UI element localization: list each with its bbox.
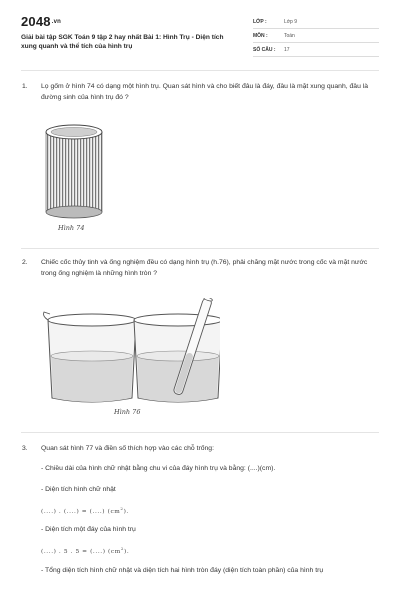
q3-line-2: - Diện tích hình chữ nhật [41, 486, 116, 493]
formula-exponent: 2 [120, 546, 124, 551]
divider-q2 [21, 432, 379, 433]
formula-text: (....) . 5 . 5 = (....) (cm [41, 548, 121, 555]
figure-76-glass-and-tube [40, 298, 220, 408]
meta-class-value: Lớp 9 [284, 19, 298, 25]
q3-line-4: - Tổng diện tích hình chữ nhật và diện tích hai hình tròn đáy (diện tích toàn phần) của hình trụ [41, 567, 324, 574]
q3-formula-2 [41, 546, 129, 555]
formula-end: ). [123, 508, 129, 515]
logo-suffix: .vn [51, 19, 62, 25]
formula-text: (....) . (....) = (....) (cm [41, 508, 121, 515]
meta-subject-label: MÔN : [253, 33, 268, 39]
figure-76-caption: Hình 76 [114, 408, 141, 416]
q3-line-1: - Chiều dài của hình chữ nhật bằng chu vi của đáy hình trụ và bằng: (....)(cm). [41, 465, 276, 472]
meta-class-label: LỚP : [253, 19, 267, 25]
site-logo[interactable] [21, 14, 61, 29]
formula-exponent: 2 [120, 506, 124, 511]
meta-class [253, 16, 379, 29]
q3-formula-1 [41, 506, 129, 515]
meta-count [253, 44, 379, 57]
logo-text: 2048 [21, 14, 51, 29]
divider-q1 [21, 248, 379, 249]
question-text: Chiếc cốc thủy tinh và ống nghiệm đều có dạng hình trụ (h.76), phải chăng mặt nước trong cốc và mặt nước trong ống nghiệm là những hình tròn ? [41, 259, 368, 277]
question-number: 3. [22, 445, 28, 452]
q3-line-3: - Diện tích một đáy của hình trụ [41, 526, 136, 533]
figure-74-vase [44, 122, 104, 222]
figure-74-caption: Hình 74 [58, 224, 85, 232]
question-number: 2. [22, 259, 28, 266]
document-header [0, 0, 400, 66]
meta-count-value: 17 [284, 47, 290, 53]
question-text: Quan sát hình 77 và điền số thích hợp vào các chỗ trống: [41, 445, 214, 452]
document-title: Giải bài tập SGK Toán 9 tập 2 hay nhất Bài 1: Hình Trụ - Diện tích xung quanh và thể tích của hình trụ [21, 34, 224, 50]
meta-subject [253, 30, 379, 43]
meta-subject-value: Toán [284, 33, 295, 39]
header-divider [21, 70, 379, 71]
formula-end: ). [123, 548, 130, 555]
question-text: Lọ gốm ở hình 74 có dạng một hình trụ. Quan sát hình và cho biết đâu là đáy, đâu là mặt xung quanh, đâu là đường sinh của hình trụ đó ? [41, 83, 369, 101]
meta-count-label: SỐ CÂU : [253, 47, 276, 53]
question-number: 1. [22, 83, 28, 90]
